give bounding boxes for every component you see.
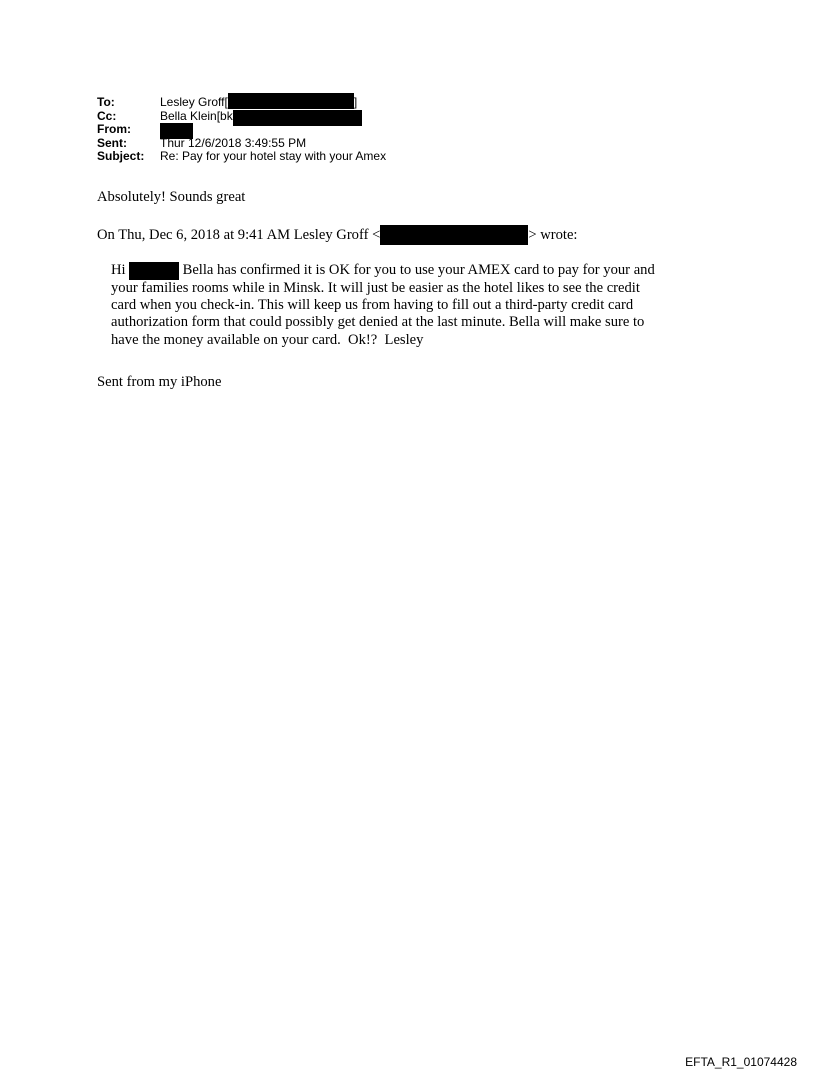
from-label: From: xyxy=(97,122,131,136)
redaction-block xyxy=(380,225,528,245)
quoted-line: have the money available on your card. Ok!? Lesley xyxy=(111,331,424,348)
reply-body: Absolutely! Sounds great xyxy=(97,189,246,205)
quote-intro-prefix: On Thu, Dec 6, 2018 at 9:41 AM Lesley Groff < xyxy=(97,227,381,243)
cc-name: Bella Klein[bk xyxy=(160,108,233,123)
sent-value: Thur 12/6/2018 3:49:55 PM xyxy=(160,135,307,150)
sent-label: Sent: xyxy=(97,135,127,150)
sent-row xyxy=(97,137,386,151)
quoted-message xyxy=(111,262,711,349)
to-name: Lesley Groff[ xyxy=(160,95,228,109)
quote-intro xyxy=(97,227,577,245)
redaction-block xyxy=(129,262,179,280)
to-bracket: ] xyxy=(353,95,358,109)
quoted-line: your families rooms while in Minsk. It will just be easier as the hotel likes to see the credit xyxy=(111,280,640,296)
cc-value xyxy=(160,110,362,124)
quoted-line: authorization form that could possibly get denied at the last minute. Bella will make sure to xyxy=(111,314,645,331)
to-value xyxy=(160,96,357,110)
quote-intro-suffix: > wrote: xyxy=(528,227,578,243)
document-id: EFTA_R1_01074428 xyxy=(685,1055,797,1069)
greeting: Hi xyxy=(111,262,126,278)
cc-label: Cc: xyxy=(97,108,117,123)
subject-row xyxy=(97,150,386,164)
quoted-line-text: Bella has confirmed it is OK for you to use your AMEX card to pay for your and xyxy=(182,262,655,278)
from-value xyxy=(160,123,193,137)
redaction-block xyxy=(233,110,362,126)
cc-row xyxy=(97,110,386,124)
redaction-block xyxy=(228,93,354,109)
to-label: To: xyxy=(97,95,115,109)
to-row xyxy=(97,96,386,110)
signature: Sent from my iPhone xyxy=(97,374,222,390)
email-header xyxy=(97,96,386,164)
subject-label: Subject: xyxy=(97,149,145,163)
quoted-line xyxy=(111,262,711,280)
quoted-line: card when you check-in. This will keep us from having to fill out a third-party credit card xyxy=(111,297,634,314)
subject-value: Re: Pay for your hotel stay with your Amex xyxy=(160,149,387,163)
